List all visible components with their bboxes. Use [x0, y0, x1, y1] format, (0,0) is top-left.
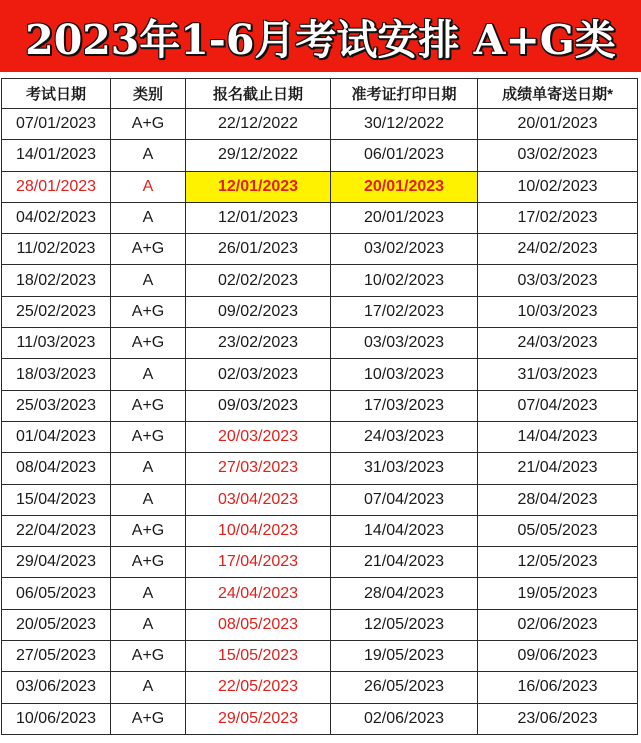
schedule-sheet — [0, 72, 641, 743]
header-registration-deadline: 报名截止日期 — [186, 79, 331, 109]
result-mail-cell: 07/04/2023 — [478, 390, 638, 421]
exam-date-cell: 25/03/2023 — [2, 390, 111, 421]
table-row — [2, 265, 638, 296]
registration-deadline-cell: 20/03/2023 — [186, 421, 331, 452]
category-cell: A — [111, 609, 186, 640]
exam-date-cell: 29/04/2023 — [2, 547, 111, 578]
result-mail-cell: 03/03/2023 — [478, 265, 638, 296]
exam-date-cell: 18/02/2023 — [2, 265, 111, 296]
category-cell: A+G — [111, 547, 186, 578]
admission-print-cell: 20/01/2023 — [331, 171, 478, 202]
result-mail-cell: 17/02/2023 — [478, 202, 638, 233]
registration-deadline-cell: 09/02/2023 — [186, 296, 331, 327]
result-mail-cell: 10/03/2023 — [478, 296, 638, 327]
admission-print-cell: 17/03/2023 — [331, 390, 478, 421]
admission-print-cell: 10/03/2023 — [331, 359, 478, 390]
category-cell: A — [111, 484, 186, 515]
exam-date-cell: 11/02/2023 — [2, 234, 111, 265]
result-mail-cell: 20/01/2023 — [478, 109, 638, 140]
exam-date-cell: 06/05/2023 — [2, 578, 111, 609]
registration-deadline-cell: 03/04/2023 — [186, 484, 331, 515]
category-cell: A+G — [111, 703, 186, 734]
admission-print-cell: 28/04/2023 — [331, 578, 478, 609]
admission-print-cell: 02/06/2023 — [331, 703, 478, 734]
table-row — [2, 578, 638, 609]
table-row — [2, 547, 638, 578]
registration-deadline-cell: 22/05/2023 — [186, 672, 331, 703]
result-mail-cell: 24/03/2023 — [478, 328, 638, 359]
admission-print-cell: 30/12/2022 — [331, 109, 478, 140]
result-mail-cell: 10/02/2023 — [478, 171, 638, 202]
exam-date-cell: 10/06/2023 — [2, 703, 111, 734]
category-cell: A — [111, 672, 186, 703]
exam-date-cell: 07/01/2023 — [2, 109, 111, 140]
exam-date-cell: 25/02/2023 — [2, 296, 111, 327]
registration-deadline-cell: 24/04/2023 — [186, 578, 331, 609]
exam-date-cell: 03/06/2023 — [2, 672, 111, 703]
table-row — [2, 202, 638, 233]
admission-print-cell: 31/03/2023 — [331, 453, 478, 484]
admission-print-cell: 19/05/2023 — [331, 641, 478, 672]
header-result-mail-date: 成绩单寄送日期* — [478, 79, 638, 109]
category-cell: A — [111, 202, 186, 233]
registration-deadline-cell: 17/04/2023 — [186, 547, 331, 578]
exam-date-cell: 14/01/2023 — [2, 140, 111, 171]
category-cell: A+G — [111, 296, 186, 327]
admission-print-cell: 17/02/2023 — [331, 296, 478, 327]
table-row — [2, 171, 638, 202]
category-cell: A+G — [111, 234, 186, 265]
table-row — [2, 515, 638, 546]
result-mail-cell: 14/04/2023 — [478, 421, 638, 452]
category-cell: A — [111, 453, 186, 484]
admission-print-cell: 21/04/2023 — [331, 547, 478, 578]
registration-deadline-cell: 23/02/2023 — [186, 328, 331, 359]
title-banner — [0, 0, 641, 72]
result-mail-cell: 23/06/2023 — [478, 703, 638, 734]
result-mail-cell: 31/03/2023 — [478, 359, 638, 390]
table-row — [2, 641, 638, 672]
category-cell: A+G — [111, 515, 186, 546]
category-cell: A — [111, 578, 186, 609]
exam-date-cell: 04/02/2023 — [2, 202, 111, 233]
exam-date-cell: 11/03/2023 — [2, 328, 111, 359]
header-exam-date: 考试日期 — [2, 79, 111, 109]
admission-print-cell: 12/05/2023 — [331, 609, 478, 640]
category-cell: A — [111, 171, 186, 202]
admission-print-cell: 20/01/2023 — [331, 202, 478, 233]
admission-print-cell: 14/04/2023 — [331, 515, 478, 546]
table-row — [2, 328, 638, 359]
result-mail-cell: 12/05/2023 — [478, 547, 638, 578]
registration-deadline-cell: 22/12/2022 — [186, 109, 331, 140]
registration-deadline-cell: 08/05/2023 — [186, 609, 331, 640]
admission-print-cell: 06/01/2023 — [331, 140, 478, 171]
category-cell: A — [111, 359, 186, 390]
result-mail-cell: 19/05/2023 — [478, 578, 638, 609]
category-cell: A — [111, 265, 186, 296]
table-row — [2, 390, 638, 421]
registration-deadline-cell: 15/05/2023 — [186, 641, 331, 672]
result-mail-cell: 02/06/2023 — [478, 609, 638, 640]
exam-date-cell: 15/04/2023 — [2, 484, 111, 515]
table-row — [2, 672, 638, 703]
table-row — [2, 140, 638, 171]
category-cell: A+G — [111, 421, 186, 452]
registration-deadline-cell: 02/03/2023 — [186, 359, 331, 390]
exam-schedule-table — [1, 78, 638, 735]
result-mail-cell: 09/06/2023 — [478, 641, 638, 672]
admission-print-cell: 07/04/2023 — [331, 484, 478, 515]
table-row — [2, 703, 638, 734]
table-row — [2, 296, 638, 327]
registration-deadline-cell: 10/04/2023 — [186, 515, 331, 546]
exam-date-cell: 20/05/2023 — [2, 609, 111, 640]
exam-date-cell: 27/05/2023 — [2, 641, 111, 672]
registration-deadline-cell: 12/01/2023 — [186, 171, 331, 202]
result-mail-cell: 05/05/2023 — [478, 515, 638, 546]
page-title: 2023年1-6月考试安排 A+G类 — [25, 15, 616, 64]
registration-deadline-cell: 09/03/2023 — [186, 390, 331, 421]
table-row — [2, 609, 638, 640]
table-row — [2, 453, 638, 484]
registration-deadline-cell: 02/02/2023 — [186, 265, 331, 296]
category-cell: A — [111, 140, 186, 171]
result-mail-cell: 03/02/2023 — [478, 140, 638, 171]
category-cell: A+G — [111, 641, 186, 672]
admission-print-cell: 03/03/2023 — [331, 328, 478, 359]
table-row — [2, 421, 638, 452]
exam-date-cell: 18/03/2023 — [2, 359, 111, 390]
admission-print-cell: 26/05/2023 — [331, 672, 478, 703]
table-header-row — [2, 79, 638, 109]
category-cell: A+G — [111, 390, 186, 421]
registration-deadline-cell: 27/03/2023 — [186, 453, 331, 484]
table-row — [2, 359, 638, 390]
admission-print-cell: 24/03/2023 — [331, 421, 478, 452]
header-category: 类别 — [111, 79, 186, 109]
table-row — [2, 234, 638, 265]
registration-deadline-cell: 12/01/2023 — [186, 202, 331, 233]
result-mail-cell: 16/06/2023 — [478, 672, 638, 703]
exam-date-cell: 01/04/2023 — [2, 421, 111, 452]
table-body — [2, 109, 638, 735]
result-mail-cell: 24/02/2023 — [478, 234, 638, 265]
exam-date-cell: 22/04/2023 — [2, 515, 111, 546]
category-cell: A+G — [111, 109, 186, 140]
registration-deadline-cell: 26/01/2023 — [186, 234, 331, 265]
result-mail-cell: 28/04/2023 — [478, 484, 638, 515]
exam-date-cell: 08/04/2023 — [2, 453, 111, 484]
admission-print-cell: 03/02/2023 — [331, 234, 478, 265]
registration-deadline-cell: 29/05/2023 — [186, 703, 331, 734]
table-row — [2, 484, 638, 515]
result-mail-cell: 21/04/2023 — [478, 453, 638, 484]
table-row — [2, 109, 638, 140]
registration-deadline-cell: 29/12/2022 — [186, 140, 331, 171]
exam-date-cell: 28/01/2023 — [2, 171, 111, 202]
category-cell: A+G — [111, 328, 186, 359]
header-admission-print-date: 准考证打印日期 — [331, 79, 478, 109]
admission-print-cell: 10/02/2023 — [331, 265, 478, 296]
